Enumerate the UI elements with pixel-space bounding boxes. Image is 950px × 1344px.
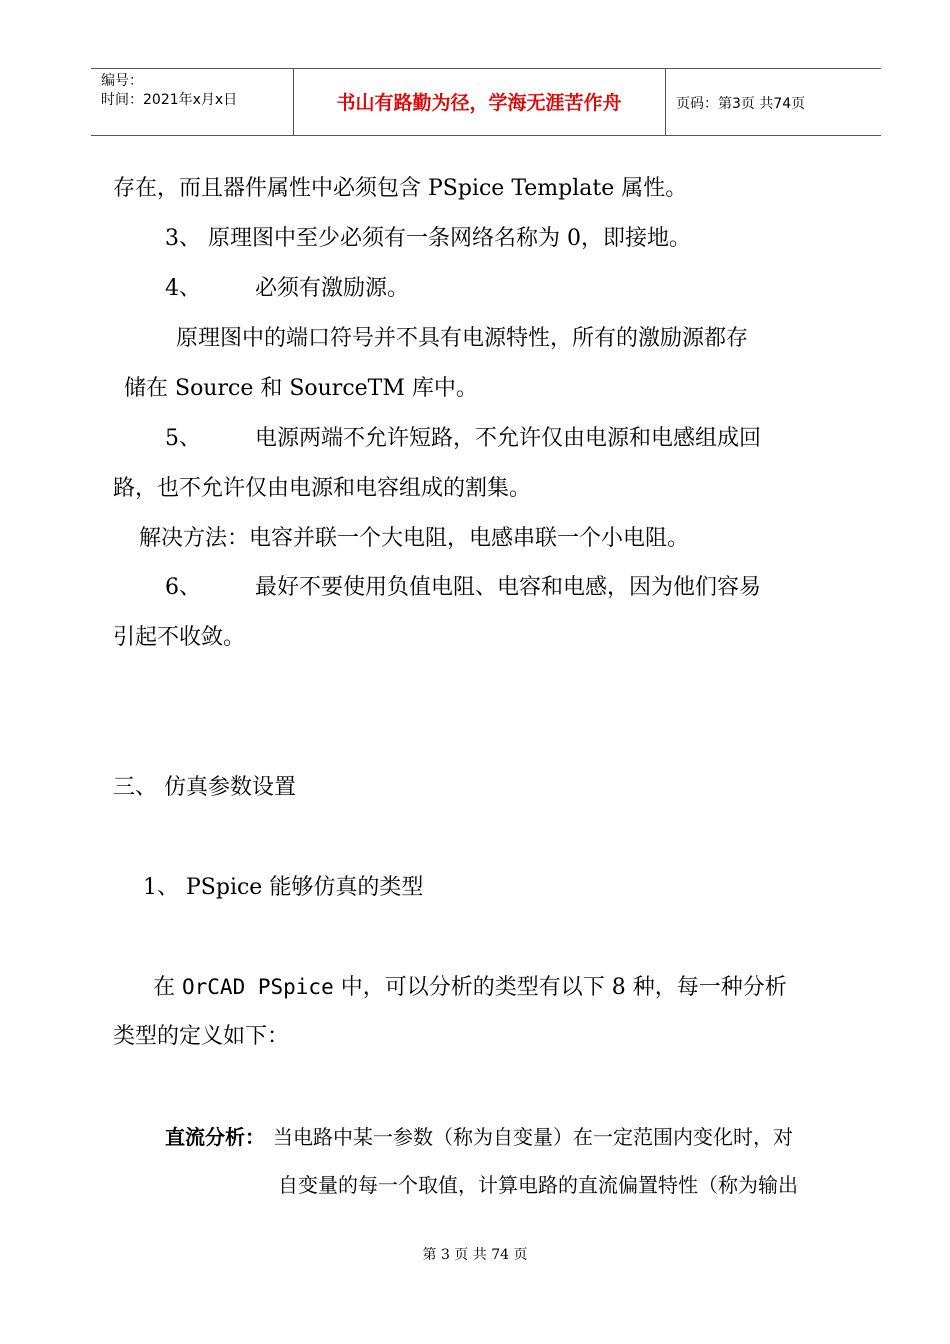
paragraph-line: 储在 Source 和 SourceTM 库中。 [124,376,478,401]
page-info: 页码：第3页 共74页 [676,96,806,112]
dc-analysis-text: 自变量的每一个取值，计算电路的直流偏置特性（称为输出 [278,1173,798,1197]
section-heading: 三、 仿真参数设置 [113,775,296,800]
list-number: 6、 [165,575,201,600]
paragraph-line: 路，也不允许仅由电源和电容组成的割集。 [113,476,532,501]
paragraph-line: 存在，而且器件属性中必须包含 PSpice Template 属性。 [113,176,688,201]
paragraph-line: 电源两端不允许短路，不允许仅由电源和电感组成回 [255,426,762,451]
paragraph-line: 必须有激励源。 [255,276,410,301]
dc-analysis-text: 当电路中某一参数（称为自变量）在一定范围内变化时，对 [273,1125,793,1149]
paragraph-line: 原理图中的端口符号并不具有电源特性，所有的激励源都存 [176,326,749,351]
serial-number-label: 编号： [101,73,143,89]
paragraph-line: 3、 原理图中至少必须有一条网络名称为 0，即接地。 [165,226,691,251]
paragraph-line: 最好不要使用负值电阻、电容和电感，因为他们容易 [255,575,762,600]
intro-paragraph-line [153,972,787,1003]
list-number: 4、 [165,276,201,301]
page-footer: 第 3 页 共 74 页 [422,1247,528,1263]
software-name: OrCAD PSpice [182,975,334,999]
intro-text: 在 [153,975,182,1000]
header-divider [665,68,666,136]
header-motto: 书山有路勤为径，学海无涯苦作舟 [336,92,622,114]
time-label: 时间：2021年x月x日 [101,92,238,108]
paragraph-line: 解决方法：电容并联一个大电阻，电感串联一个小电阻。 [139,526,690,551]
paragraph-line: 类型的定义如下： [113,1024,290,1049]
header-top-border [91,68,881,69]
intro-text: 中，可以分析的类型有以下 8 种，每一种分析 [333,975,787,1000]
dc-analysis-label: 直流分析： [165,1125,265,1149]
header-bottom-border [91,135,881,136]
paragraph-line: 引起不收敛。 [113,625,246,650]
list-number: 5、 [165,426,201,451]
subsection-heading: 1、 PSpice 能够仿真的类型 [143,875,424,900]
